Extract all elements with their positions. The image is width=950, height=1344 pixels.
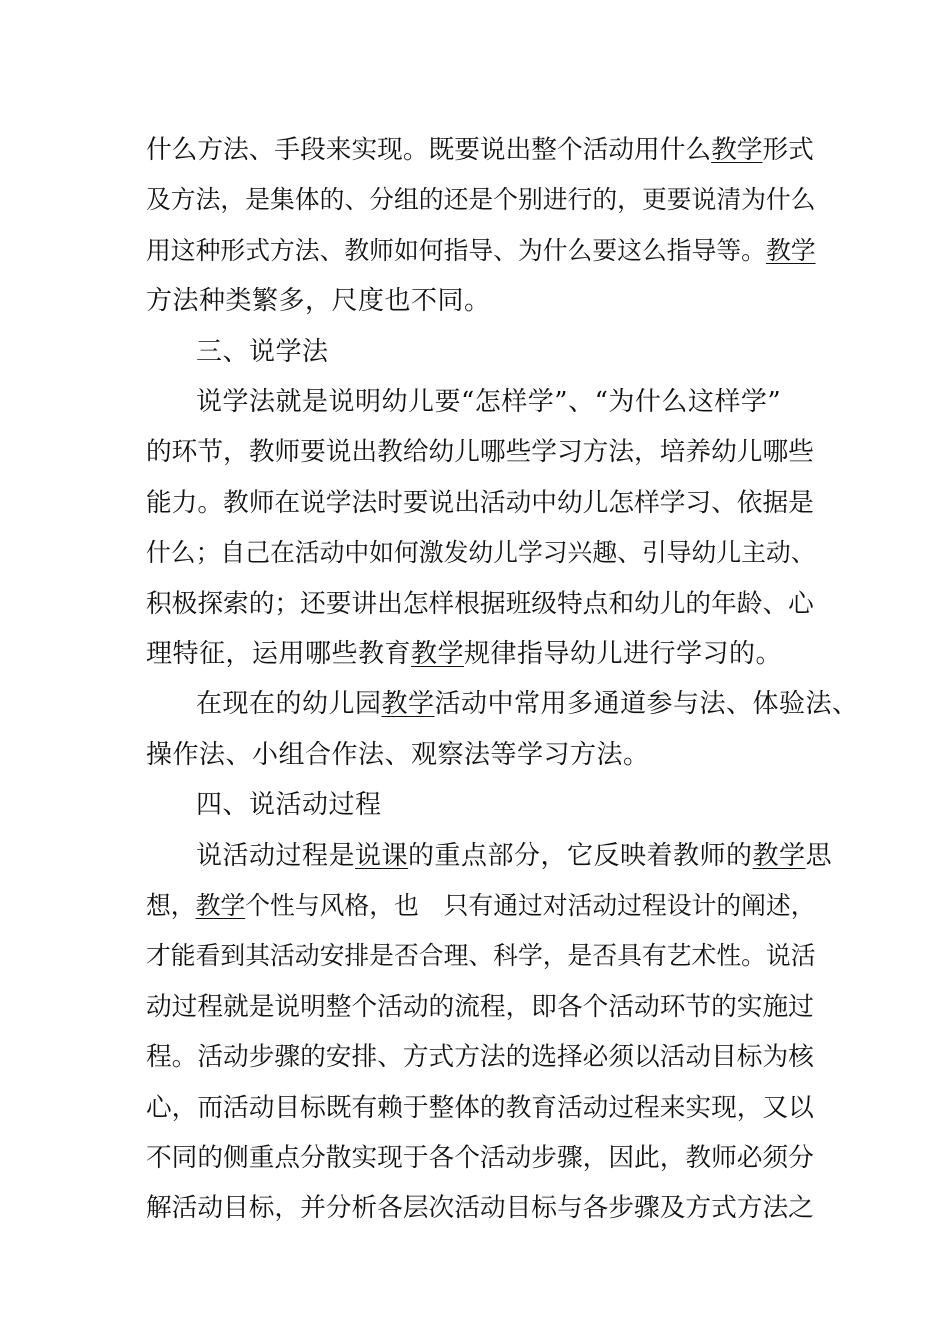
text-line [196,780,382,830]
text-line [146,427,814,477]
text-segment: 操作法、小组合作法、观察法等学习方法。 [146,739,650,770]
underlined-term: 教学 [381,689,435,720]
text-line [146,730,650,780]
text-segment: 心，而活动目标既有赖于整体的教育活动过程来实现，又以 [146,1092,814,1123]
underlined-term: 说课 [355,840,409,871]
text-line [146,1133,814,1183]
text-segment: 思 [805,840,833,871]
text-line [146,528,816,578]
underlined-term: 教学 [411,639,465,669]
text-line [146,1183,814,1233]
text-segment: 活动中常用多通道参与法、体验法、 [434,689,859,720]
text-segment: 程。活动步骤的安排、方式方法的选择必须以活动目标为核 [146,1042,814,1073]
text-segment: 用这种形式方法、教师如何指导、为什么要这么指导等。 [146,235,766,265]
text-line [146,1083,814,1133]
text-line [146,125,814,175]
text-segment: 说学法就是说明幼儿要“怎样学”、“为什么这样学” [196,387,782,417]
underlined-term: 教学 [711,135,763,165]
text-line [146,226,816,276]
text-segment: 方法种类繁多，尺度也不同。 [146,286,491,317]
text-segment: 能力。教师在说学法时要说出活动中幼儿怎样学习、依据是 [146,487,814,518]
text-line [146,881,816,931]
text-line [196,377,781,427]
text-line [146,175,816,225]
text-segment: 的重点部分，它反映着教师的 [408,840,753,871]
text-segment: 在现在的幼儿园 [196,689,382,720]
text-segment: 动过程就是说明整个活动的流程，即各个活动环节的实施过 [146,991,814,1022]
text-segment: 四、说活动过程 [196,790,382,821]
text-segment: 不同的侧重点分散实现于各个活动步骤，因此，教师必须分 [146,1143,814,1173]
text-line [146,478,814,528]
text-line [196,831,832,881]
text-line [146,276,491,326]
text-segment: 规律指导幼儿进行学习的。 [464,639,783,669]
text-line [146,579,814,629]
text-segment: 解活动目标，并分析各层次活动目标与各步骤及方式方法之 [146,1193,814,1224]
text-segment: 积极探索的；还要讲出怎样根据班级特点和幼儿的年龄、心 [146,588,814,619]
text-segment: 三、说学法 [196,336,329,367]
text-line [146,982,814,1032]
text-segment: 想， [146,891,196,920]
text-segment: 什么；自己在活动中如何激发幼儿学习兴趣、引导幼儿主动、 [146,538,816,568]
text-segment: 理特征，运用哪些教育 [146,639,412,669]
text-segment: 才能看到其活动安排是否合理、科学，是否具有艺术性。说活 [146,941,816,971]
text-line [196,679,859,729]
underlined-term: 教学 [195,891,246,920]
text-segment: 及方法，是集体的、分组的还是个别进行的，更要说清为什么 [146,185,816,215]
text-line [146,931,816,981]
text-line [196,327,329,377]
text-segment: 说活动过程是 [196,840,356,871]
text-segment: 什么方法、手段来实现。既要说出整个活动用什么 [146,135,712,165]
text-segment: 的环节，教师要说出教给幼儿哪些学习方法，培养幼儿哪些 [146,437,814,468]
text-line [146,629,782,679]
text-segment: 形式 [762,135,814,165]
text-segment: 个性与风格，也 只有通过对活动过程设计的阐述， [245,891,816,920]
text-line [146,1032,814,1082]
underlined-term: 教学 [752,840,806,871]
underlined-term: 教学 [765,235,816,265]
